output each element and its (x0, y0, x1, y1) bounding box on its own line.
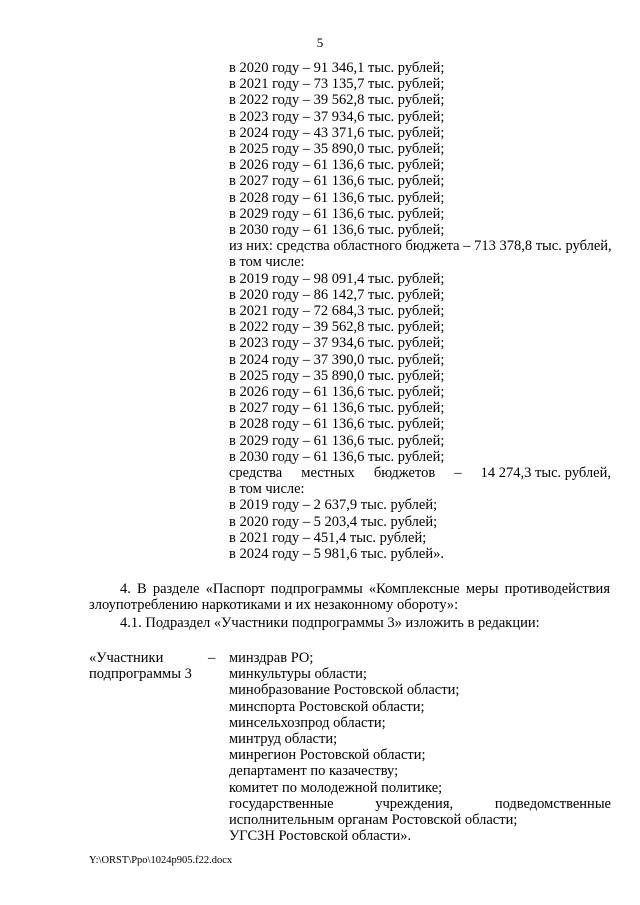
participant-item: департамент по казачеству; (229, 763, 399, 780)
year-line: в 2029 году – 61 136,6 тыс. рублей; (229, 205, 445, 222)
year-line: в 2024 году – 37 390,0 тыс. рублей; (229, 351, 445, 368)
year-line: в 2024 году – 5 981,6 тыс. рублей». (229, 546, 444, 563)
year-line: в 2027 году – 61 136,6 тыс. рублей; (229, 173, 445, 190)
funding-total-years (229, 60, 611, 238)
participant-item: минздрав РО; (229, 650, 314, 666)
participant-word: учреждения, (375, 795, 454, 812)
year-line: в 2025 году – 35 890,0 тыс. рублей; (229, 367, 445, 384)
participant-item: минсельхозпрод области; (229, 714, 386, 731)
participant-item: минспорта Ростовской области; (229, 698, 425, 715)
regional-budget-subheader: в том числе: (229, 254, 305, 271)
local-word: – (454, 465, 462, 482)
participants-label (89, 650, 192, 682)
participant-word: подведомственные (494, 795, 611, 812)
participants-label-line: подпрограммы 3 (89, 666, 192, 683)
regional-years (229, 271, 611, 465)
regional-budget-header: из них: средства областного бюджета – 713 378,8 тыс. рублей, (229, 238, 612, 255)
participant-item: минтруд области; (229, 731, 338, 748)
section4-subparagraph: 4.1. Подраздел «Участники подпрограммы 3» изложить в редакции: (120, 615, 540, 631)
footer-file-path: Y:\ORST\Ppo\1024p905.f22.docx (89, 855, 233, 866)
year-line: в 2026 году – 61 136,6 тыс. рублей; (229, 157, 445, 174)
local-budget-header (229, 465, 611, 481)
participant-item: минрегион Ростовской области; (229, 747, 426, 764)
local-word: 14 274,3 тыс. рублей, (480, 465, 611, 482)
year-line: в 2020 году – 91 346,1 тыс. рублей; (229, 60, 445, 76)
year-line: в 2030 году – 61 136,6 тыс. рублей; (229, 222, 445, 239)
year-line: в 2021 году – 72 684,3 тыс. рублей; (229, 303, 445, 320)
local-word: бюджетов (373, 465, 436, 482)
year-line: в 2021 году – 73 135,7 тыс. рублей; (229, 76, 445, 93)
participant-item: исполнительным органам Ростовской области; (229, 812, 518, 829)
year-line: в 2027 году – 61 136,6 тыс. рублей; (229, 400, 445, 417)
section4-paragraph: 4. В разделе «Паспорт подпрограммы «Комплексные меры противодействия злоупотреблению наркотиками и их незаконному обороту»: (89, 581, 610, 614)
year-line: в 2019 году – 98 091,4 тыс. рублей; (229, 270, 445, 287)
year-line: в 2024 году – 43 371,6 тыс. рублей; (229, 124, 445, 141)
year-line: в 2030 году – 61 136,6 тыс. рублей; (229, 448, 445, 465)
year-line: в 2028 году – 61 136,6 тыс. рублей; (229, 189, 445, 206)
year-line: в 2023 году – 37 934,6 тыс. рублей; (229, 108, 445, 125)
year-line: в 2019 году – 2 637,9 тыс. рублей; (229, 497, 438, 514)
participant-item: комитет по молодежной политике; (229, 779, 443, 796)
year-line: в 2025 году – 35 890,0 тыс. рублей; (229, 141, 445, 158)
year-line: в 2021 году – 451,4 тыс. рублей; (229, 529, 427, 546)
year-line: в 2028 году – 61 136,6 тыс. рублей; (229, 416, 445, 433)
year-line: в 2023 году – 37 934,6 тыс. рублей; (229, 335, 445, 352)
year-line: в 2022 году – 39 562,8 тыс. рублей; (229, 92, 445, 109)
local-word: средства (229, 465, 283, 482)
participant-item: минкультуры области; (229, 666, 367, 683)
local-word: местных (301, 465, 355, 482)
participants-dash: – (208, 650, 216, 666)
year-line: в 2022 году – 39 562,8 тыс. рублей; (229, 319, 445, 336)
participant-item: минобразование Ростовской области; (229, 682, 460, 699)
participant-item: УГСЗН Ростовской области». (229, 828, 412, 845)
year-line: в 2026 году – 61 136,6 тыс. рублей; (229, 384, 445, 401)
participant-justified-line (229, 796, 611, 812)
funding-list (229, 60, 611, 562)
participant-word: государственные (229, 795, 334, 812)
participants-list (229, 650, 611, 844)
year-line: в 2020 году – 86 142,7 тыс. рублей; (229, 286, 445, 303)
year-line: в 2020 году – 5 203,4 тыс. рублей; (229, 513, 438, 530)
participants-label-line: «Участники (89, 650, 164, 666)
page-number: 5 (316, 35, 324, 50)
year-line: в 2029 году – 61 136,6 тыс. рублей; (229, 432, 445, 449)
local-years (229, 497, 611, 562)
local-budget-subheader: в том числе: (229, 481, 305, 498)
